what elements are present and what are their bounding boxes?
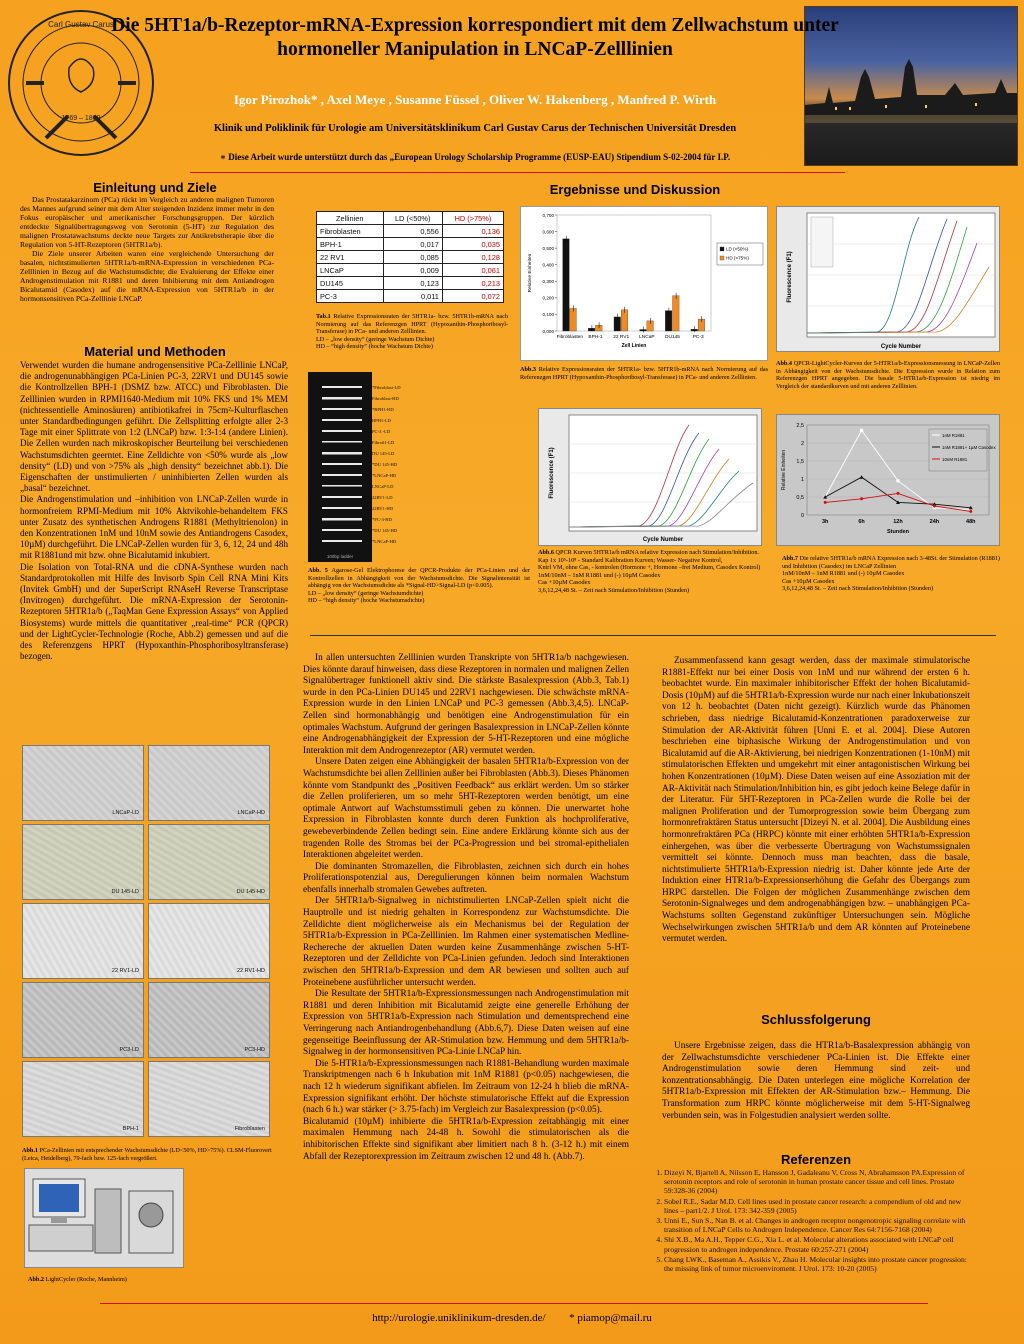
line-chart-abb7 (776, 414, 1000, 546)
table-row: Fibroblasten 0,556 0,136 (317, 225, 504, 238)
y-tick-label: 0,200 (542, 295, 554, 301)
table-row: LNCaP 0,009 0,061 (317, 264, 504, 277)
discussion-text (303, 653, 629, 1163)
discussion-p1: In allen untersuchten Zelllinien wurden Transkripte von 5HTR1a/b nachgewiesen. Dies könnte darauf hinweisen, dass diese Rezeptoren in normalen und malignen Zellen Signalübertrager funktionell aktiv sind. Die stärkste Basalexpression (Abb.3, Tab.1) wurde in den PCa-Linien DU145 und 22RV1 nachgewiesen. Die schwächste mRNA-Expression wurde in den Linien LNCaP und PC-3 gemessen (Abb.3,4,5). LNCaP-Zellen sind hormonabhängig und benötigen eine Androgenstimulation für ein optimales Wachstum. Aufgrund der geringen Basalexpression in LNCaP-Zellen könnte eine Androgenabhängigkeit der Expression der 5-HT-Rezeptoren und eine mögliche Interaktion mit dem Androgenrezeptor (AR) vermutet werden. (303, 653, 629, 756)
authors: Igor Pirozhok* , Axel Meye , Susanne Füssel , Oliver W. Hakenberg , Manfred P. Wirth (233, 92, 717, 107)
gel-ladder-label: 100bp ladder (326, 554, 354, 559)
y-tick-label: 0 (800, 513, 804, 519)
micrograph-du145-hd: DU 145-HD (148, 824, 270, 900)
methoden-p2: Die Androgenstimulation und –inhibition von LNCaP-Zellen wurde in hormonfreiem RPMI-Medium mit 10% Aktvikohle-behandeltem FKS unter Zusatz des synthetischen Androgens R1881 (Methyltrienolon) in den Konzentrationen 1nM und 10nM sowie des Antiandrogens Casodex, 10µM) durchgeführt. Die LNCaP-Zellen wurden für 3, 6, 12, 24 und 48h mit R1881und mit bzw. ohne Bicalutamid inkubiert. (20, 494, 288, 561)
table-1-caption: Tab.1 Relative Expressionsraten der 5HTR1a- bzw. 5HTR1b-mRNA nach Normierung auf das Referenzgen HPRT (Hypoxanthin-Phosphoribosyl-Transferase) in PCa- und anderen Zelllinien. LD – „low density“ (geringe Wachstum Dichte) HD – “high density” (hoche Wachstum Dichte) (316, 313, 508, 351)
abb2-caption: Abb.2 LightCycler (Roche, Mannheim) (28, 1276, 127, 1283)
micrograph-pc3-hd: PC3-HD (148, 982, 270, 1058)
table-header-ld: LD (<50%) (383, 212, 442, 225)
micrograph-lncap-hd: LNCaP-HD (148, 745, 270, 821)
bar-chart-svg (521, 207, 767, 360)
abb4-ylabel: Fluorescence (F1) (787, 251, 793, 303)
einleitung-text (20, 195, 274, 303)
micrograph-pc3-ld: PC3-LD (22, 982, 144, 1058)
methoden-heading: Material und Methoden (84, 344, 226, 359)
x-tick-label: 48h (966, 519, 976, 525)
discussion-p4: Der 5HTR1a/b-Signalweg in nichtstimulierten LNCaP-Zellen spielt nicht die Hauptrolle und ist niedrig gehalten in Korrespondenz zur Wachstumsdichte. Die Zelldichte dient möglicherweise als ein Mechanismus bei der Regulation der 5HTR1a/b-Expression in PCa-Zelllinien. Im Rahmen einer systematischen Medline-Rechereche der aktuellen Daten wurden keine Zusammenhänge zwischen 5-HT-Rezeptoren und der Zelldichte von PCa-Linien gefunden. Jedoch sind Interaktionen zwischen den 5HTR1a/b-Expression und dem AR bewiesen und sollten auch auf Proteinebene ausführlicher untersucht werden. (303, 896, 629, 988)
reference-list (648, 1168, 974, 1274)
reference-item: 3. Unni E., Sun S., Nan B. et al. Changes in androgen receptor nongenotropic signaling correlate with transition of LNCaP Cells to Androgen Independence. Cancer Res 64:7156-7168 (2004) (664, 1216, 974, 1234)
x-axis-label: Zell Linien (621, 343, 647, 349)
discussion-p5: Die Resultate der 5HTR1a/b-Expressionsmessungen nach Androgenstimulation mit R1881 und deren Inhibition mit Bicalutamid zeigte eine generelle Erhöhung der Expression von 5HTR1a/b-Expression nach Stimulation und dementsprechend eine Verringerung nach Antiandrogenbehandlung (Abb.6,7). Diese Daten weisen auf eine gegenseitige Beeinflussung der AR-Stimulation bzw. Hemmung und dem 5HTR1a/b-Signalweg in der hormonsensitiven PCa-Linie LNCaP hin. (303, 989, 629, 1058)
y-tick-label: 1,5 (796, 459, 804, 465)
table-1 (316, 211, 504, 303)
footer (0, 1312, 1024, 1324)
micrograph-lncap-ld: LNCaP-LD (22, 745, 144, 821)
footer-url[interactable]: http://urologie.uniklinikum-dresden.de/ (372, 1312, 546, 1324)
data-point (860, 429, 863, 432)
einleitung-p2: Die Ziele unserer Arbeiten waren eine vergleichende Untersuchung der basalen, nichtstimulierten 5HTR1a/b-mRNA-Expression in verschiedenen PCa-Zelllinien in Bezug auf die Wachstumsdichte; die Evaluierung der Effekte einer Androgenstimulation mit R1881 und deren Inhibierung mit dem Antiandrogen Bicalutamid (Casodex) auf die mRNA-Expression von 5HTR1a/b in der hormonsensitiven PCa-Zelllinie LNCaP. (20, 249, 274, 303)
x-axis-label: Stunden (887, 529, 909, 535)
y-tick-label: 0,300 (542, 279, 554, 285)
bar (588, 328, 595, 331)
x-tick-label: 24h (929, 519, 940, 525)
table-row: BPH-1 0,017 0,035 (317, 238, 504, 251)
abb6-ylabel: Fluorescence (F1) (549, 447, 555, 499)
reference-item: 2. Sobel R.E., Sadar M.D. Cell lines used in prostate cancer research: a compendium of old and new lines – part1/2. J Urol. 173: 342-359 (2005) (664, 1197, 974, 1215)
micrograph-fibroblasten: Fibroblasten (148, 1061, 270, 1137)
discussion-p2: Unsere Daten zeigen eine Abhängigkeit der basalen 5HTR1a/b-Expression von der Wachstumsdichte bei allen Zelllinien außer bei Fibroblasten (Abb.3). Dieses Phänomen könnte vom Standpunkt des „Positiven Feedback“ aus erklärt werden. Um so stärker die Zellen proliferieren, um so mehr 5HT-Rezeptoren werden benötigt, um eine optimale Antwort auf Wachstumsstimuli geben zu können. Die unerwartet hohe Expression in Fibroblasten konnte durch deren Funktion als hochproliferative, gewebeverbindende Zellen bedingt sein. Eine andere Erklärung könnte sich aus der tragenden Rolle des Stromas bei der PCa-Progression und bei stromal-epithelialen Interaktionen abgeleitet werden. (303, 757, 629, 861)
qpcr-curves-abb4 (776, 206, 1000, 352)
x-tick-label: BPH-1 (588, 335, 603, 340)
data-point (897, 492, 900, 495)
x-tick-label: Fibroblasten (556, 335, 584, 340)
abb6-caption: Abb.6 QPCR Kurven 5HTR1a/b mRNA relative Expression nach Stimulation/Inhibition. Kap 1x 10⁵-10⁸ - Standard Kalibration Kurven; Wasser- Negative Kontrol, Kntrl VM, ohne Cas, - kontrolen (Hormone +, Hormone –frei Medium, Casodex Kontrol) 1nM/10nM – 1nM R1881 und (-) 10µM Casodex Cas +10µM Casodex 3,6,12,24,48 St. – Zeit nach Stimulation/Inhibition (Stunden) (538, 549, 761, 594)
summary-text (662, 656, 970, 946)
x-tick-label: DU145 (665, 335, 680, 340)
bar (621, 310, 628, 331)
schluss-text (662, 1041, 970, 1122)
einleitung-heading: Einleitung und Ziele (93, 180, 217, 195)
y-axis-label: Relative Einheiten (781, 449, 787, 491)
bar (673, 296, 680, 331)
seal-text-bottom: 1769 – 1869 (61, 115, 101, 122)
poster-title: Die 5HT1a/b-Rezeptor-mRNA-Expression korrespondiert mit dem Zellwachstum unter hormoneller Manipulation in LNCaP-Zelllinien (111, 15, 839, 60)
reference-item: 4. Shi X.B., Ma A.H., Tepper C.G., Xia L. et al. Molecular alterations associated with LNCaP cell progression to androgen independence. Prostate 60:257-271 (2004) (664, 1235, 974, 1253)
methoden-p3: Die Isolation von Total-RNA und die cDNA-Synthese wurden nach Standardprotokollen mit Hilfe des Invisorb Spin Cell RNA Mini Kits (Invitek GmbH) und der SuperScript RNAseH Reverse Transcriptase (Invitrogen) durchgeführt. Die mRNA-Expression der Serotonin-Rezeptoren 5HTR1a/b („TaqMan Gene Expression Assays“ von Applied Biosystems) wurde mittels die quantitativer „real-time“ PCR (QPCR) und der LightCycler-Technologie (Roche, Abb.2) gemessen und auf die des Referenzgens HPRT (Hypoxanthin-Phosphoribosyltransferase) bezogen. (20, 561, 288, 662)
legend-label: 1nM R1881+ 1µM Casodex (942, 444, 996, 450)
abb6-xlabel: Cycle Number (642, 537, 684, 543)
data-point (824, 501, 827, 504)
bar (665, 311, 672, 331)
legend-label: 1nM R1881 (942, 432, 965, 438)
bar (691, 329, 698, 331)
x-tick-label: LNCaP (639, 335, 655, 340)
data-point (896, 479, 899, 482)
bar (614, 317, 621, 331)
discussion-p7: Bicalutamid (10µM) inhibierte die 5HTR1a/b-Expression zeitabhängig mit einer maximalen Hemmung nach 24-48 h. Sowohl die stimulatorischen als die inhibitorischen Effekte sind signifikant aber limitiert nach 8 h. (3-12 h.) mit einem Abfall der Rezeptorexpression im Zeitraum zwischen 12 und 48 h. (Abb.7). (303, 1116, 629, 1162)
legend (929, 429, 996, 471)
bar (698, 319, 705, 331)
methoden-p1: Verwendet wurden die humane androgensensitive PCa-Zelllinie LNCaP, die androgenunabhängigen PCa-Linien PC-3, 22RV1 und DU145 sowie die Kontrollzellen BPH-1 (DSMZ bzw. ATCC) und Fibroblasten. Die Zelllinien wurden in RPMI1640-Medium mit 10% FKS und 1% MEM (nichtessentielle Aminosäuren) antibiotikafrei in 75cm²-Kulturflaschen unter Standardbedingungen geführt. Die Zellsplitting erfolgte aller 2-3 Tage mit einer Splittrate von 1:2 (LNCaP) bzw. 1:3-1:4 (andere Linien). Die Zellen wurden nach mikroskopischer Beurteilung bei verschiedenen Wachstumsdichten geerntet. Eine Zelldichte von <50% wurde als „low density“ (LD) und von >75% als „high density“ bezeichnet abb.1). Die Eigenschaften der unstimulierten / uninhibierten Zellen wurden als „basal“ bezeichnet. (20, 360, 288, 494)
seal-text-top: Carl Gustav Carus (48, 20, 114, 29)
header-divider (190, 172, 845, 173)
methoden-text (20, 360, 288, 662)
abb4-caption: Abb.4 QPCR-LightCycler-Kurven der 5-HTR1a/b-Expressionsmessung in LNCaP-Zellen in Abhängigkeit von der Wachstumsdichte. Die Expression wurde in Relation zum Referenzgen HPRT angegeben. Die basale 5-HTR1a/b-Expression ist niedrig im Vergleich der standardkurven und mit anderen Zelllinien. (776, 360, 1000, 390)
referenzen-heading: Referenzen (780, 1152, 852, 1167)
bar (563, 239, 570, 331)
table-row: DU145 0,123 0,213 (317, 277, 504, 290)
reference-item: 1. Dizeyi N, Bjartell A, Nilsson E, Hansson J, Gadaleanu V, Cross N, Abrahamsson PA.Expression of serotonin receptors and role of serotonin in human prostate cancer tissue and cell lines. Prostate 59:328-36 (2004) (664, 1168, 974, 1196)
data-point (860, 497, 863, 500)
bar (647, 321, 654, 331)
legend (717, 243, 763, 265)
x-tick-label: 12h (893, 519, 903, 525)
table-header-zellinien: Zellinien (317, 212, 384, 225)
data-point (933, 505, 936, 508)
table-header-hd: HD (>75%) (442, 212, 503, 225)
table-row: 22 RV1 0,085 0,128 (317, 251, 504, 264)
einleitung-p1: Das Prostatakarzinom (PCa) rückt im Vergleich zu anderen malignen Tumoren des Mannes aufgrund seiner mit dem Alter steigenden Inzidenz immer mehr in den Fokus europäischer und amerikanischer Forschungsgruppen. Der kürzlich entdeckte Signalübertragungsweg von Serotonin (5-HT) zur Regulation des malignen Prostatawachstums deckte neue Targets zur Antikrebstherapie über die Regulation von 5-HT-Rezeptoren (5HTR1a/b). (20, 195, 274, 249)
micrograph-grid (22, 745, 272, 1137)
micrograph-22rv1-ld: 22 RV1-LD (22, 903, 144, 979)
lightcycler-photo (24, 1168, 184, 1268)
qpcr-curves-abb6 (538, 408, 762, 546)
abb1-caption: Abb.1 PCa-Zellinien mit entsprechender Wachstumsdichte (LD<50%, HD>75%). CLSM-Fluorovert (Leica, Heidelberg), 79-fach bzw. 125-fach vergrößert. (22, 1147, 272, 1162)
plot-area (557, 215, 711, 331)
x-tick-label: 22 RV1 (613, 335, 630, 340)
x-tick-label: PC-3 (692, 335, 704, 340)
abb7-caption: Abb.7 Die relative 5HTR1a/b mRNA Expression nach 3-48St. der Stimulation (R1881) und Inhibition (Casodex) im LNCaP Zellinien 1nM/10nM – 1nM R1881 und (-) 10µM Casodex Cas +10µM Casodex 3,6,12,24,48 St. – Zeit nach Stimulation/Inhibition (Stunden) (782, 555, 1000, 593)
micrograph-du145-ld: DU 145-LD (22, 824, 144, 900)
micrograph-bph1: BPH-1 (22, 1061, 144, 1137)
footer-email[interactable]: * piamop@mail.ru (569, 1312, 652, 1324)
y-tick-label: 0,100 (542, 312, 554, 318)
y-tick-label: 0,500 (542, 245, 554, 251)
x-tick-label: 3h (821, 519, 829, 525)
results-divider (310, 635, 996, 636)
schluss-heading: Schlussfolgerung (761, 1012, 871, 1027)
funding-note: ∗ Diese Arbeit wurde unterstützt durch das „European Urology Scholarship Programme (EUSP-EAU) Stipendium S-02-2004 für I.P. (219, 152, 731, 162)
y-tick-label: 0,400 (542, 262, 554, 268)
y-tick-label: 2,5 (796, 423, 804, 429)
summary-p1: Zusammenfassend kann gesagt werden, dass der maximale stimulatorische R1881-Effekt nur bei einer Dosis von 1nM und nur während der ersten 6 h. beobachtet wurde. Ein maximaler inhibitorischer Effekt der hohen Bicalutamid-Dosis (10µM) auf die 5HTR1a/b-Expression wurde nur nach einer Inkubationszeit von 12 h. beobachtet (Daten nicht gezeigt). Kürzlich wurde das Phänomen schrieben, dass niedrige Bicalutamid-Konzentrationen paradoxerweise zur Stimulation der AR-Aktivität führen [Unni E. et al. 2004]. Diese Autoren beschrieben eine biphasische Wirkung der Androgenstimulation und von Bicalutamid auf die AR-Aktivierung, bei niedrigen Konzentrationen (1-10nM) mit stimulatorischen Effekten und umgekehrt mit einer antagonistischen Wirkung bei hohen Konzentrationen (10µM). Diese Daten weisen auf eine Assoziation mit der AR-Aktivität nach Stimulation/Inhibition hin, es gibt jedoch keine Belege dafür in der Literatur. Für 5HT-Rezeptoren in PCa-Zellen wurde die Rolle bei der malignen Proliferation und der Tumorprogression sowie beim Übergang zum hormonrefraktären Status untersucht [Dizeyi N. et al. 2004]. Die Ausbildung eines hormonrefraktären PCa (HRPC) könnte mit einer erhöhten 5HTR1a/b-Expression einhergehen, was über die verbesserte Übertragung von Wachstumssignalen vermittelt sei könnte. Dennoch muss man beachten, dass die basale, nichtstimulierte 5HTR1a/b-Expression niedrig ist. Daher könnte jede Arte der Induktion einer HTR1a/b-Expressionserhöhung die Gefahr des Übergangs zum HRPC darstellen. Die Folgen der möglichen Zusammenhänge zwischen dem Serotonin-Signalweges und dem androgenabhängigen bzw. – unabhängigen PCa-Wachstums sollten Gegenstand zukünftiger Untersuchungen sein. Mögliche Wechselwirkungen zwischen 5HTR1a/b und dem AR könnten auf Proteinebene vermutet werden. (662, 656, 970, 945)
abb3-caption: Abb.3 Relative Expressionsraten der 5HTR1a- bzw. 5HTR1b-mRNA nach Normierung auf das Referenzgen HPRT (Hypoxanthin-Phosphoribosyl-Transferase) in PCa- und anderen Zelllinien. (520, 366, 768, 381)
y-tick-label: 2 (800, 441, 804, 447)
data-point (969, 510, 972, 513)
bar-chart-abb3 (520, 206, 768, 361)
table-row: PC-3 0,011 0,072 (317, 290, 504, 303)
discussion-p3: Die dominanten Stromazellen, die Fibroblasten, zeichnen sich durch ein hohes Proliferationspotenzial aus, Deregulierungen können beim normalen Wachstum ebenfalls innerhalb stromalen Gewebes auftreten. (303, 861, 629, 895)
legend-swatch (720, 247, 724, 251)
agarose-gel-image (308, 372, 372, 562)
affiliation: Klinik und Poliklinik für Urologie am Universitätsklinikum Carl Gustav Carus der Technischen Universität Dresden (213, 123, 737, 134)
y-axis-label: Relative Einheiten (528, 253, 533, 293)
bar (596, 325, 603, 331)
gel-lane-labels: *Fibroblast-LD Fibroblast-HD *BPH1-HD BPH1-LD PC-3 -LD Fibro#1-LD DU 145-LD *DU 145-HD *LNCaP-HD LNCaP-LD 22RV1-LD 22RV1-HD *PC-3-HD *DU 145-HD *LNCaP-HD (372, 385, 401, 544)
bar (640, 330, 647, 331)
abb4-xlabel: Cycle Number (880, 344, 922, 350)
y-tick-label: 1 (800, 477, 804, 483)
bar (570, 308, 577, 331)
footer-divider (100, 1303, 928, 1304)
y-tick-label: 0,5 (796, 495, 804, 501)
legend-label: LD (<50%) (726, 246, 749, 252)
y-tick-label: 0,600 (542, 229, 554, 235)
legend-swatch (720, 256, 724, 260)
schluss-p1: Unsere Ergebnisse zeigen, dass die HTR1a/b-Basalexpression abhängig von der Zellwachstumsdichte verschiedener PCa-Linien ist. Die Effekte einer Androgenstimulation sowie deren Hemmung sind zeit- und konzentrationsabhängig. Die Daten unterlegen eine mögliche Korrelation der 5HTR1a/b-Expression mit Effekten der AR-Stimulation bzw.– Hemmung. Die Transformation zum HRPC könnte möglicherweise mit dem 5-HT-Signalweg verbunden sein, was in Folgestudien analysiert werden sollte. (662, 1041, 970, 1121)
y-tick-label: 0,700 (542, 212, 554, 218)
ergebnisse-heading: Ergebnisse und Diskussion (549, 182, 721, 197)
x-tick-label: 6h (858, 519, 865, 525)
micrograph-22rv1-hd: 22 RV1-HD (148, 903, 270, 979)
reference-item: 5. Chang LWK., Baseman A., Assikis V., Zhau H. Molecular insights into prostate cancer progression: the missing link of tumor microenviroment. J Urol. 173: 10-20 (2005) (664, 1255, 974, 1273)
discussion-p6: Die 5-HTR1a/b-Expressionsmessungen nach R1881-Behandlung wurden maximale Transkriptmengen nach 6 h Inkubation mit 1nM R1881 (p<0.05) nachgewiesen, die nach 12 h wiederum signifikant abfielen. Im Zeitraum von 12-24 h blieb die mRNA-Expression signifikant erhöht. Der höchste stimulatorische Effekt auf die Expression (nach 6 h.) war stärker (> 3.75-fach) im Vergleich zur Basalexpression (p<0.05). (303, 1058, 629, 1116)
y-tick-label: 0,000 (542, 328, 554, 334)
line-chart-svg (777, 415, 999, 545)
legend-label: HD (>75%) (726, 255, 749, 261)
legend-label: 10nM R1881 (942, 456, 968, 462)
abb5-caption: Abb. 5 Agarose-Gel Elektrophorese der QPCR-Produkte der PCa-Linien und der Kontrollzellen in Abhängigkeit von der Wachstumsdichte. Die Signalintensität ist abhängig von der Wachstumsdichte als *Signal-HD>Signal-LD (p<0.005). LD – „low density“ (geringe Wachstumdichte) HD – “high density” (hoche Wachstumsdichte) (308, 567, 530, 605)
